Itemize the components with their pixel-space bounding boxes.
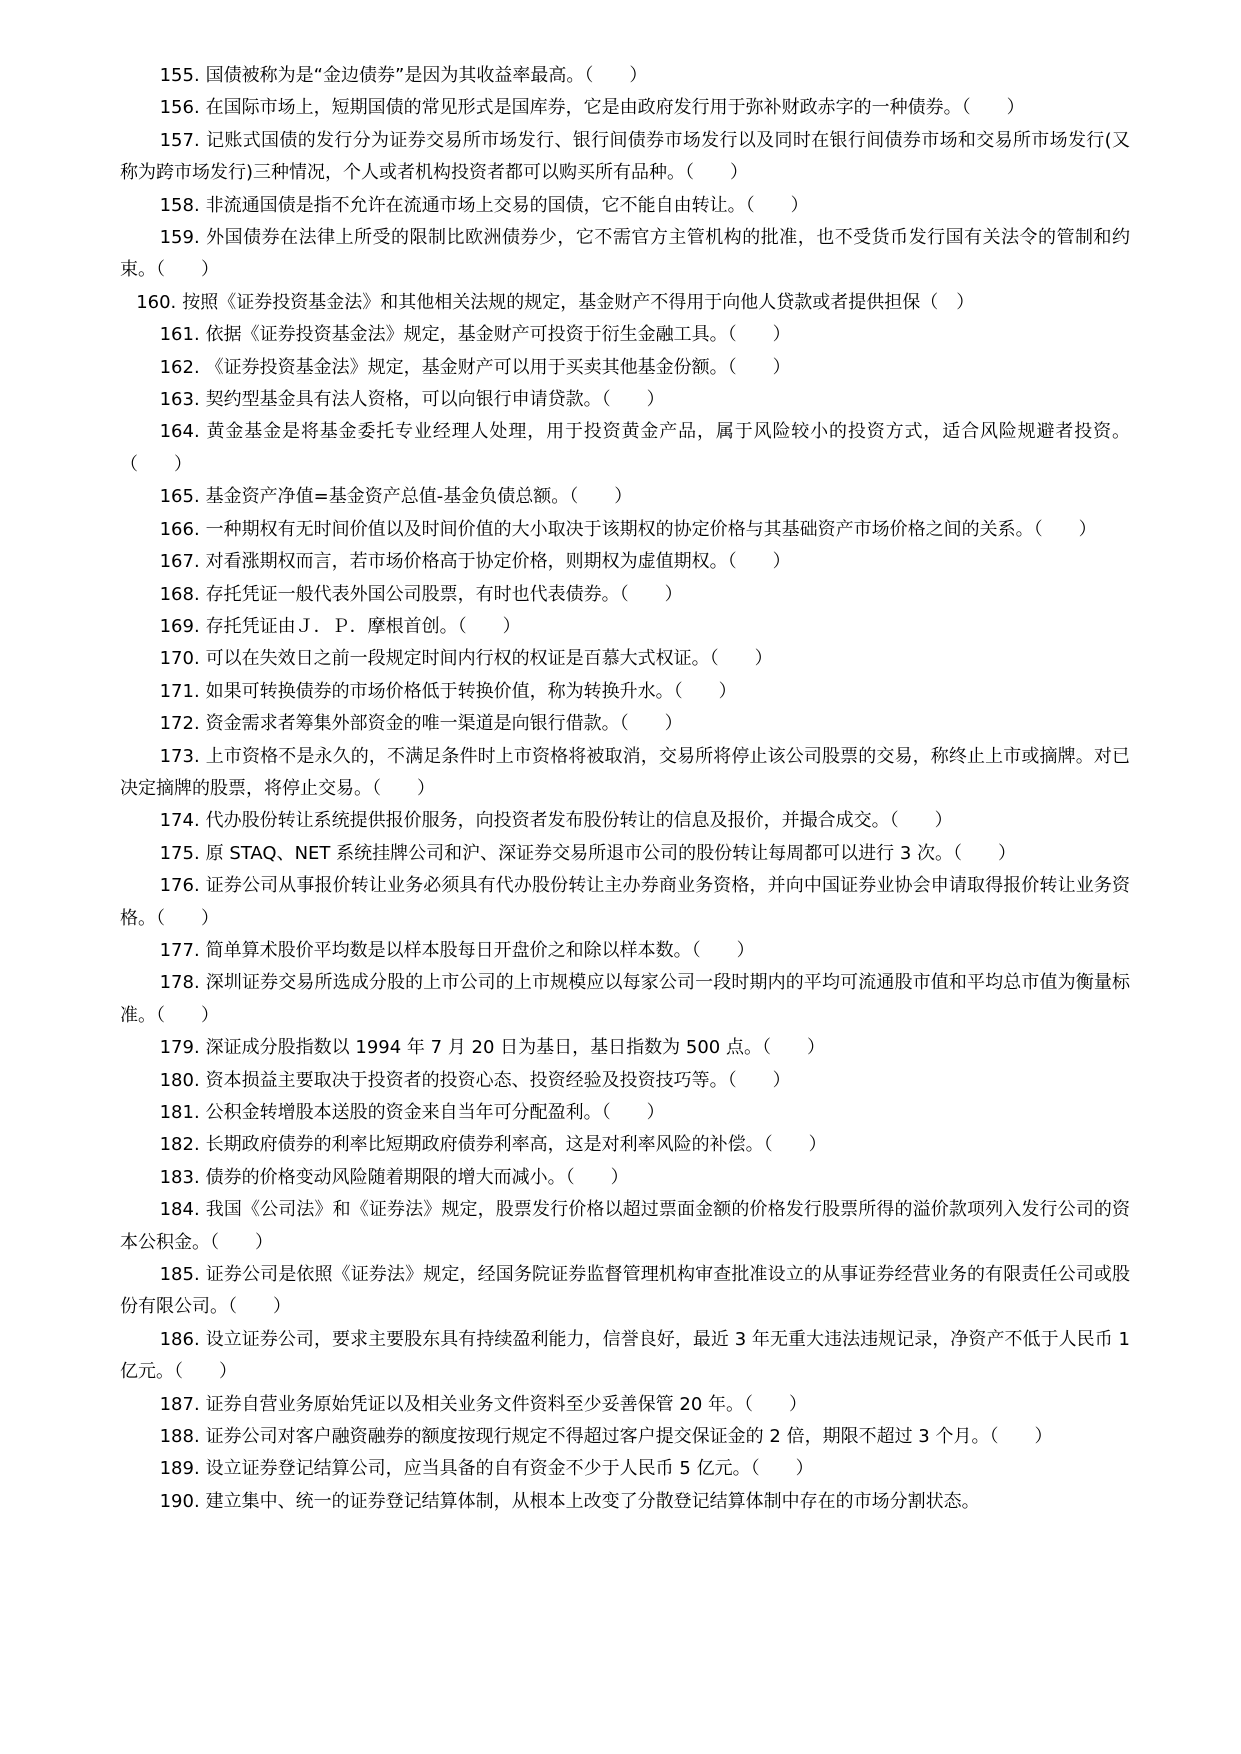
question-number: 161. bbox=[159, 324, 200, 346]
question-item bbox=[120, 1324, 1130, 1389]
question-text: 在国际市场上，短期国债的常见形式是国库券，它是由政府发行用于弥补财政赤字的一种债券。（ ） bbox=[205, 97, 1025, 119]
question-item bbox=[120, 935, 1130, 967]
question-number: 180. bbox=[159, 1069, 200, 1091]
question-number: 165. bbox=[159, 486, 200, 508]
question-number: 163. bbox=[159, 389, 200, 411]
question-number: 164. bbox=[159, 421, 200, 443]
question-number: 182. bbox=[159, 1134, 200, 1156]
question-item bbox=[120, 1421, 1130, 1453]
question-text: 建立集中、统一的证券登记结算体制，从根本上改变了分散登记结算体制中存在的市场分割状态。 bbox=[205, 1490, 980, 1512]
question-text: 深证成分股指数以 1994 年 7 月 20 日为基日，基日指数为 500 点。（ ） bbox=[205, 1037, 825, 1059]
question-item bbox=[120, 967, 1130, 1032]
question-number: 171. bbox=[159, 680, 200, 702]
question-number: 176. bbox=[159, 875, 200, 897]
question-text: 代办股份转让系统提供报价服务，向投资者发布股份转让的信息及报价，并撮合成交。（ ） bbox=[205, 810, 953, 832]
question-number: 188. bbox=[159, 1426, 200, 1448]
question-number: 184. bbox=[159, 1199, 200, 1221]
question-item bbox=[120, 1486, 1130, 1518]
question-item bbox=[120, 190, 1130, 222]
question-item bbox=[120, 60, 1130, 92]
question-text: 证券自营业务原始凭证以及相关业务文件资料至少妥善保管 20 年。（ ） bbox=[205, 1393, 808, 1415]
question-number: 190. bbox=[159, 1490, 200, 1512]
question-text: 债券的价格变动风险随着期限的增大而减小。（ ） bbox=[205, 1166, 629, 1188]
question-text: 我国《公司法》和《证券法》规定，股票发行价格以超过票面金额的价格发行股票所得的溢价款项列入发行公司的资本公积金。（ ） bbox=[120, 1199, 1130, 1253]
question-item bbox=[120, 481, 1130, 513]
question-number: 160. bbox=[136, 291, 177, 313]
question-text: 契约型基金具有法人资格，可以向银行申请贷款。（ ） bbox=[205, 389, 665, 411]
question-text: 简单算术股价平均数是以样本股每日开盘价之和除以样本数。（ ） bbox=[205, 939, 755, 961]
question-item bbox=[120, 1032, 1130, 1064]
question-text: 深圳证券交易所选成分股的上市公司的上市规模应以每家公司一段时期内的平均可流通股市值和平均总市值为衡量标准。（ ） bbox=[120, 972, 1130, 1026]
question-item bbox=[120, 1097, 1130, 1129]
question-item bbox=[120, 870, 1130, 935]
question-item bbox=[120, 222, 1130, 287]
question-number: 183. bbox=[159, 1166, 200, 1188]
question-number: 157. bbox=[159, 129, 200, 151]
question-number: 189. bbox=[159, 1458, 200, 1480]
question-number: 162. bbox=[159, 356, 200, 378]
question-number: 166. bbox=[159, 518, 200, 540]
question-text: 国债被称为是“金边债券”是因为其收益率最高。（ ） bbox=[205, 65, 648, 86]
question-item bbox=[120, 805, 1130, 837]
question-text: 非流通国债是指不允许在流通市场上交易的国债，它不能自由转让。（ ） bbox=[205, 194, 809, 216]
question-number: 170. bbox=[159, 648, 200, 670]
question-number: 187. bbox=[159, 1393, 200, 1415]
question-item bbox=[120, 741, 1130, 806]
question-number: 179. bbox=[159, 1037, 200, 1059]
question-item bbox=[120, 1194, 1130, 1259]
question-text: 公积金转增股本送股的资金来自当年可分配盈利。（ ） bbox=[205, 1102, 665, 1123]
question-number: 175. bbox=[159, 842, 200, 864]
question-number: 173. bbox=[159, 745, 200, 767]
question-item bbox=[120, 546, 1130, 578]
question-number: 158. bbox=[159, 194, 200, 216]
question-number: 155. bbox=[159, 65, 200, 86]
question-item bbox=[120, 676, 1130, 708]
question-text: 设立证券登记结算公司，应当具备的自有资金不少于人民币 5 亿元。（ ） bbox=[205, 1458, 814, 1480]
question-text: 资金需求者筹集外部资金的唯一渠道是向银行借款。（ ） bbox=[205, 713, 683, 735]
question-list bbox=[120, 60, 1130, 1518]
question-item bbox=[120, 1065, 1130, 1097]
question-text: 证券公司对客户融资融券的额度按现行规定不得超过客户提交保证金的 2 倍，期限不超过 3 个月。（ ） bbox=[205, 1426, 1053, 1448]
question-text: 存托凭证一般代表外国公司股票，有时也代表债券。（ ） bbox=[205, 583, 683, 605]
question-number: 178. bbox=[159, 972, 200, 994]
question-text: 存托凭证由Ｊ．Ｐ．摩根首创。（ ） bbox=[205, 615, 521, 637]
question-item bbox=[120, 1129, 1130, 1161]
question-text: 黄金基金是将基金委托专业经理人处理，用于投资黄金产品，属于风险较小的投资方式，适合风险规避者投资。（ ） bbox=[120, 421, 1130, 475]
question-text: 上市资格不是永久的，不满足条件时上市资格将被取消，交易所将停止该公司股票的交易，称终止上市或摘牌。对已决定摘牌的股票，将停止交易。（ ） bbox=[120, 745, 1130, 799]
question-number: 167. bbox=[159, 551, 200, 573]
question-number: 177. bbox=[159, 939, 200, 961]
question-item bbox=[120, 611, 1130, 643]
question-item bbox=[120, 1162, 1130, 1194]
question-item bbox=[120, 1389, 1130, 1421]
question-number: 174. bbox=[159, 810, 200, 832]
question-item bbox=[120, 319, 1130, 351]
question-item bbox=[120, 643, 1130, 675]
question-item bbox=[120, 125, 1130, 190]
question-number: 168. bbox=[159, 583, 200, 605]
question-text: 证券公司从事报价转让业务必须具有代办股份转让主办券商业务资格，并向中国证券业协会申请取得报价转让业务资格。（ ） bbox=[120, 875, 1130, 929]
question-text: 记账式国债的发行分为证券交易所市场发行、银行间债券市场发行以及同时在银行间债券市场和交易所市场发行(又称为跨市场发行)三种情况，个人或者机构投资者都可以购买所有品种。（ ） bbox=[120, 129, 1130, 184]
question-item bbox=[120, 287, 1130, 319]
question-item bbox=[120, 579, 1130, 611]
question-text: 依据《证券投资基金法》规定，基金财产可投资于衍生金融工具。（ ） bbox=[205, 324, 791, 346]
question-text: 如果可转换债券的市场价格低于转换价值，称为转换升水。（ ） bbox=[205, 680, 737, 702]
question-item bbox=[120, 1259, 1130, 1324]
question-item bbox=[120, 352, 1130, 384]
question-text: 外国债券在法律上所受的限制比欧洲债券少，它不需官方主管机构的批准，也不受货币发行国有关法令的管制和约束。（ ） bbox=[120, 227, 1130, 281]
question-text: 设立证券公司，要求主要股东具有持续盈利能力，信誉良好，最近 3 年无重大违法违规记录，净资产不低于人民币 1 亿元。（ ） bbox=[120, 1328, 1130, 1383]
question-number: 156. bbox=[159, 97, 200, 119]
question-number: 172. bbox=[159, 713, 200, 735]
question-item bbox=[120, 1453, 1130, 1485]
question-number: 169. bbox=[159, 615, 200, 637]
question-text: 按照《证券投资基金法》和其他相关法规的规定，基金财产不得用于向他人贷款或者提供担保（ ） bbox=[182, 291, 975, 313]
question-text: 对看涨期权而言，若市场价格高于协定价格，则期权为虚值期权。（ ） bbox=[205, 551, 791, 573]
question-text: 长期政府债券的利率比短期政府债券利率高，这是对利率风险的补偿。（ ） bbox=[205, 1134, 827, 1156]
question-text: 可以在失效日之前一段规定时间内行权的权证是百慕大式权证。（ ） bbox=[205, 648, 773, 670]
question-number: 159. bbox=[159, 227, 200, 249]
question-number: 181. bbox=[159, 1102, 200, 1123]
question-item bbox=[120, 514, 1130, 546]
question-number: 185. bbox=[159, 1264, 200, 1286]
question-number: 186. bbox=[159, 1328, 200, 1350]
question-item bbox=[120, 838, 1130, 870]
question-text: 原 STAQ、NET 系统挂牌公司和沪、深证券交易所退市公司的股份转让每周都可以进行 3 次。（ ） bbox=[205, 842, 1017, 864]
question-text: 一种期权有无时间价值以及时间价值的大小取决于该期权的协定价格与其基础资产市场价格之间的关系。（ ） bbox=[205, 518, 1097, 540]
question-text: 证券公司是依照《证券法》规定，经国务院证券监督管理机构审查批准设立的从事证券经营业务的有限责任公司或股份有限公司。（ ） bbox=[120, 1264, 1130, 1318]
question-item bbox=[120, 384, 1130, 416]
question-item bbox=[120, 708, 1130, 740]
question-text: 《证券投资基金法》规定，基金财产可以用于买卖其他基金份额。（ ） bbox=[205, 356, 791, 378]
question-text: 资本损益主要取决于投资者的投资心态、投资经验及投资技巧等。（ ） bbox=[205, 1069, 791, 1091]
question-text: 基金资产净值=基金资产总值-基金负债总额。（ ） bbox=[205, 486, 633, 508]
question-item bbox=[120, 92, 1130, 124]
question-item bbox=[120, 416, 1130, 481]
